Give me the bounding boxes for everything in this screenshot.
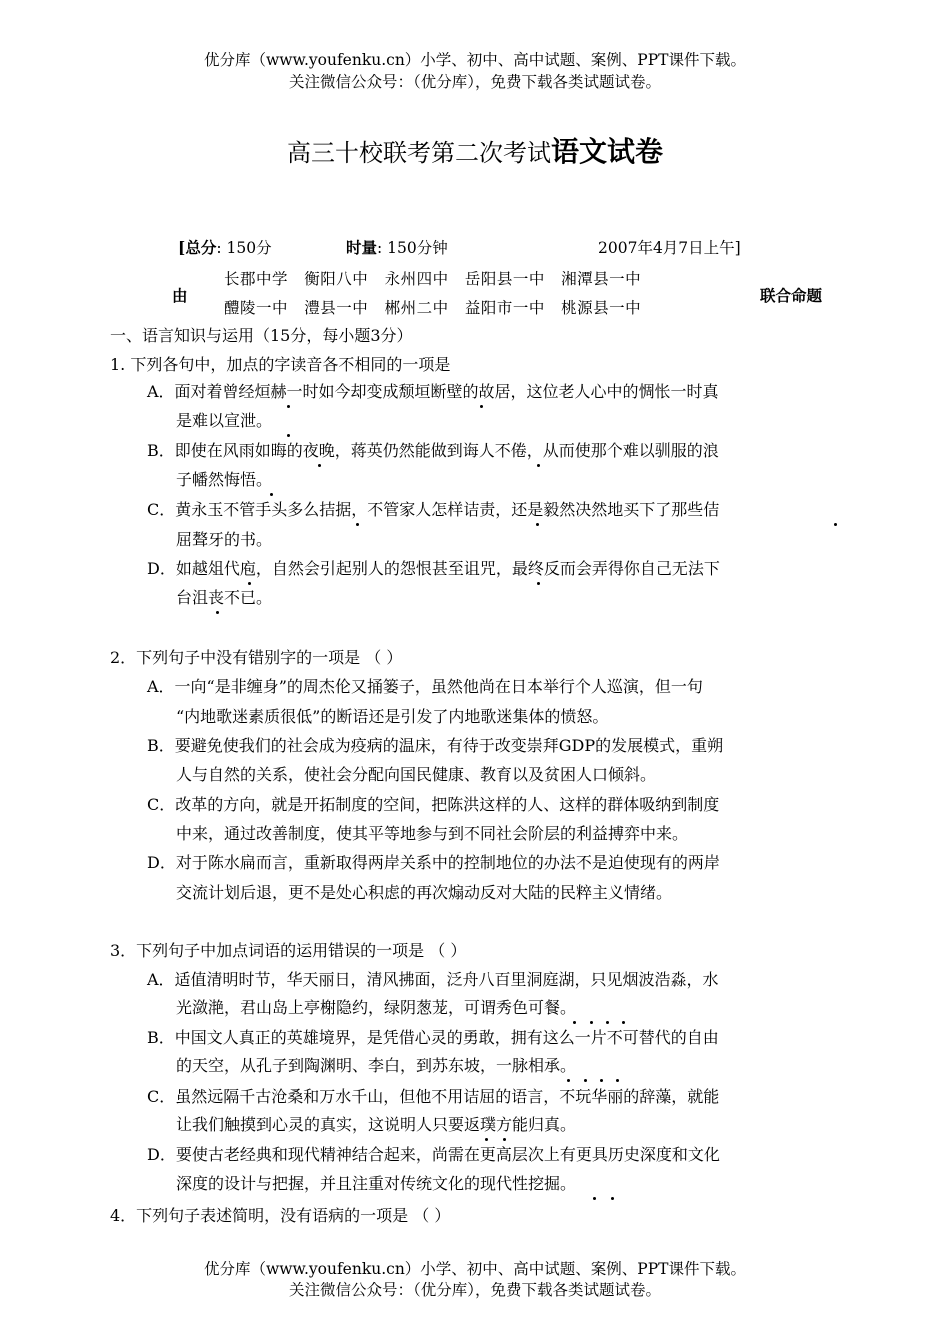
emphasis-dot [593, 1197, 596, 1200]
joint-label: 联合命题 [760, 286, 823, 305]
time-value: : 150分钟 [377, 239, 448, 257]
q3-option-b-cont: 的天空，从孔子到陶渊明、李白，到苏东坡，一脉相承。 [176, 1056, 577, 1075]
q1-option-a: A．面对着曾经烜赫一时如今却变成颓垣断壁的故居，这位老人心中的惆怅一时真 [147, 382, 719, 401]
emphasis-dot [611, 1197, 614, 1200]
schools-row-2: 醴陵一中 澧县一中 郴州二中 益阳市一中 桃源县一中 [224, 299, 642, 317]
emphasis-dot [536, 523, 539, 526]
emphasis-dot [287, 434, 290, 437]
q1-option-d: D．如越俎代庖，自然会引起别人的怨恨甚至诅咒，最终反而会弄得你自己无法下 [147, 559, 720, 578]
q3-stem: 3．下列句子中加点词语的运用错误的一项是 （ ） [110, 941, 467, 960]
footer-line-2: 关注微信公众号：（优分库），免费下载各类试题试卷。 [288, 1281, 661, 1299]
q1-option-a-cont: 是难以宣泄。 [176, 411, 273, 430]
emphasis-dot [270, 493, 273, 496]
q1-stem: 1. 下列各句中，加点的字读音各不相同的一项是 [110, 355, 451, 374]
emphasis-dot [600, 1079, 603, 1082]
title-bold: 语文试卷 [550, 135, 663, 168]
q3-option-d-cont: 深度的设计与把握，并且注重对传统文化的现代性挖掘。 [176, 1174, 577, 1193]
total-value: : 150分 [216, 239, 272, 257]
q2-option-c: C．改革的方向，就是开拓制度的空间，把陈洪这样的人、这样的群体吸纳到制度 [147, 795, 720, 814]
emphasis-dot [622, 1021, 625, 1024]
q1-option-c-cont: 屈聱牙的书。 [176, 530, 273, 549]
q3-option-d: D．要使古老经典和现代精神结合起来，尚需在更高层次上有更具历史深度和文化 [147, 1145, 720, 1164]
emphasis-dot [590, 1021, 593, 1024]
exam-date: 2007年4月7日上午] [598, 239, 741, 257]
emphasis-dot [216, 611, 219, 614]
q2-option-b: B．要避免使我们的社会成为疫病的温床，有待于改变崇拜GDP的发展模式，重朔 [147, 736, 724, 755]
header-line-2: 关注微信公众号：（优分库），免费下载各类试题试卷。 [288, 73, 661, 91]
header-line-1: 优分库（www.youfenku.cn）小学、初中、高中试题、案例、PPT课件下载。 [203, 51, 747, 69]
emphasis-dot [356, 523, 359, 526]
emphasis-dot [606, 1021, 609, 1024]
q2-option-c-cont: 中来，通过改善制度，使其平等地参与到不同社会阶层的利益搏弈中来。 [176, 824, 689, 843]
total-label: [总分 [178, 238, 217, 257]
time-label: 时量 [346, 238, 378, 257]
emphasis-dot [573, 1021, 576, 1024]
emphasis-dot [503, 1138, 506, 1141]
section-heading: 一、语言知识与运用（15分，每小题3分） [110, 326, 413, 345]
q3-option-a: A．适值清明时节，华天丽日，清风拂面，泛舟八百里洞庭湖，只见烟波浩淼，水 [147, 970, 719, 989]
emphasis-dot [248, 582, 251, 585]
total-score [178, 236, 272, 258]
q2-option-a-cont: “内地歌迷素质很低”的断语还是引发了内地歌迷集体的愤怒。 [176, 707, 609, 726]
q2-stem: 2．下列句子中没有错别字的一项是 （ ） [110, 648, 403, 667]
q3-option-a-cont: 光潋滟，君山岛上亭榭隐约，绿阴葱茏，可谓秀色可餐。 [176, 998, 577, 1017]
time-limit [346, 236, 448, 258]
footer-line-1: 优分库（www.youfenku.cn）小学、初中、高中试题、案例、PPT课件下载。 [203, 1260, 747, 1278]
q3-option-b: B．中国文人真正的英雄境界，是凭借心灵的勇敢，拥有这么一片不可替代的自由 [147, 1028, 719, 1047]
emphasis-dot [480, 405, 483, 408]
emphasis-dot [287, 405, 290, 408]
emphasis-dot [537, 464, 540, 467]
page-title [0, 130, 950, 170]
emphasis-dot [584, 1079, 587, 1082]
by-label: 由 [172, 286, 188, 305]
emphasis-dot [834, 523, 837, 526]
q1-option-b-cont: 子幡然悔悟。 [176, 470, 273, 489]
emphasis-dot [318, 464, 321, 467]
emphasis-dot [485, 1138, 488, 1141]
emphasis-dot [616, 1079, 619, 1082]
schools-row-1: 长郡中学 衡阳八中 永州四中 岳阳县一中 湘潭县一中 [224, 270, 642, 288]
title-normal: 高三十校联考第二次考试 [286, 139, 551, 167]
emphasis-dot [537, 582, 540, 585]
q1-option-d-cont: 台沮丧不已。 [176, 588, 273, 607]
q2-option-d-cont: 交流计划后退，更不是处心积虑的再次煽动反对大陆的民粹主义情绪。 [176, 883, 673, 902]
emphasis-dot [567, 1079, 570, 1082]
q4-stem: 4．下列句子表述简明，没有语病的一项是 （ ） [110, 1206, 451, 1225]
q3-option-c: C．虽然远隔千古沧桑和万水千山，但他不用诘屈的语言，不玩华丽的辞藻，就能 [147, 1087, 720, 1106]
q2-option-a: A．一向“是非缠身”的周杰伦又捅篓子，虽然他尚在日本举行个人巡演，但一句 [147, 677, 703, 696]
q3-option-c-cont: 让我们触摸到心灵的真实，这说明人只要返璞方能归真。 [176, 1115, 577, 1134]
q2-option-d: D．对于陈水扁而言，重新取得两岸关系中的控制地位的办法不是迫使现有的两岸 [147, 853, 720, 872]
q2-option-b-cont: 人与自然的关系，使社会分配向国民健康、教育以及贫困人口倾斜。 [176, 765, 657, 784]
q1-option-c: C．黄永玉不管手头多么拮据，不管家人怎样诘责，还是毅然决然地买下了那些佶 [147, 500, 720, 519]
q1-option-b: B．即使在风雨如晦的夜晚，蒋英仍然能做到诲人不倦，从而使那个难以驯服的浪 [147, 441, 719, 460]
